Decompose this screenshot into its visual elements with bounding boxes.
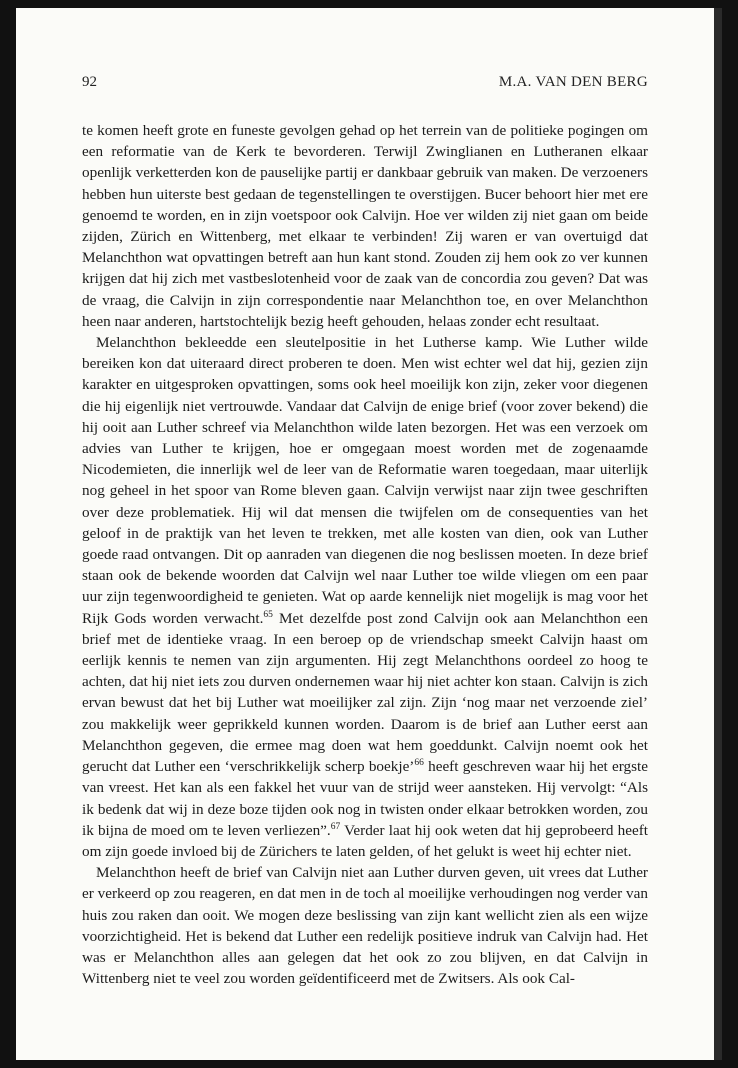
paragraph — [82, 862, 648, 989]
paragraph-text: Verder laat hij ook weten dat hij geprobeerd heeft om zijn goede invloed bij de Zürichers te laten gelden, of het gelukt is weet hij echter niet. — [82, 821, 648, 860]
page-number: 92 — [82, 74, 97, 90]
paragraph-text: te komen heeft grote en funeste gevolgen gehad op het terrein van de politieke pogingen om een reformatie van de Kerk te bevorderen. Terwijl Zwinglianen en Lutheranen elkaar openlijk verketterden kon de pauselijke partij er dankbaar gebruik van maken. De verzoeners hebben hun uiterste best gedaan de tegenstellingen te overstijgen. Bucer behoort hier met ere genoemd te worden, en in zijn voetspoor ook Calvijn. Hoe ver wilden zij niet gaan om beide zijden, Zürich en Wittenberg, met elkaar te verbinden! Zij waren er van overtuigd dat Melanchthon wat opvattingen betreft aan hun kant stond. Zouden zij hem ook zo ver kunnen krijgen dat hij zich met vastbeslotenheid voor de zaak van de concordia zou geven? Dat was de vraag, die Calvijn in zijn correspondentie naar Melanchthon toe, en over Melanchthon heen naar anderen, hartstochtelijk bezig heeft gehouden, helaas zonder echt resultaat. — [82, 122, 648, 330]
footnote-marker: 67 — [330, 821, 341, 832]
paragraph-text: heeft geschreven waar hij het ergste van vreest. Het kan als een fakkel het vuur van de strijd weer aansteken. Hij vervolgt: “Als ik bedenk dat wij in deze boze tijden ook nog in twisten onder elkaar betrokken worden, zou ik bijna de moed om te leven verliezen”. — [82, 758, 649, 839]
paragraph-text: Melanchthon bekleedde een sleutelpositie in het Lutherse kamp. Wie Luther wilde bereiken kon dat uiteraard direct proberen te doen. Men wist echter wel dat hij, gezien zijn karakter en uitgesproken opvattingen, soms ook heel moeilijk kon zijn, zeker voor diegenen die hij eigenlijk niet vertrouwde. Vandaar dat Calvijn de enige brief (voor zover bekend) die hij ooit aan Luther schreef via Melanchthon wilde laten bezorgen. Het was een verzoek om advies van Luther te krijgen, hoe er omgegaan moest worden met de zogenaamde Nicodemieten, die innerlijk wel de leer van de Reformatie waren toegedaan, maar uiterlijk nog geheel in het spoor van Rome bleven gaan. Calvijn verwijst naar zijn twee geschriften over deze problematiek. Hij wil dat mensen die twijfelen om de consequenties van het geloof in de praktijk van het leven te trekken, met alle kosten van dien, ook van Luther goede raad ontvangen. Dit op aanraden van diegenen die nog beslissen moeten. In deze brief staan ook de bekende woorden dat Calvijn wel naar Luther toe wilde vliegen om een paar uur zijn tegenwoordigheid te genieten. Wat op aarde kennelijk niet mogelijk is mag voor het Rijk Gods worden verwacht. — [82, 334, 648, 627]
paragraph-text: Met dezelfde post zond Calvijn ook aan Melanchthon een brief met de identieke vraag. In een beroep op de vriendschap smeekt Calvijn haast om eerlijk kennis te nemen van zijn argumenten. Hij zegt Melanchthons oordeel zo hoog te achten, dat hij niet iets zou durven ondernemen waar hij niet achter kon staan. Calvijn is zich ervan bewust dat het bij Luther wat moeilijker zal zijn. Zijn ‘nog maar net verzoende ziel’ zou makkelijk weer geprikkeld kunnen worden. Daarom is de brief aan Luther eerst aan Melanchthon gegeven, die ermee mag doen wat hem goeddunkt. Calvijn noemt ook het gerucht dat Luther een ‘verschrikkelijk scherp boekje’ — [82, 609, 648, 776]
footnote-marker: 66 — [414, 758, 424, 769]
paragraph — [82, 332, 648, 862]
paragraph-text: Melanchthon heeft de brief van Calvijn niet aan Luther durven geven, uit vrees dat Luther er verkeerd op zou reageren, en dat men in de toch al moeilijke verhoudingen nog verder van huis zou raken dan ooit. We mogen deze beslissing van zijn kant wellicht zien als een wijze voorzichtigheid. Het is bekend dat Luther een redelijk positieve indruk van Calvijn had. Het was er Melanchthon alles aan gelegen dat het ook zo zou blijven, en dat Calvijn in Wittenberg niet te veel zou worden geïdentificeerd met de Zwitsers. Als ook Cal- — [82, 864, 648, 988]
book-page — [16, 8, 722, 1060]
running-head: M.A. VAN DEN BERG — [498, 74, 648, 90]
footnote-marker: 65 — [263, 609, 273, 620]
body-text — [82, 120, 648, 989]
page-header — [82, 74, 648, 96]
paragraph — [82, 120, 648, 332]
